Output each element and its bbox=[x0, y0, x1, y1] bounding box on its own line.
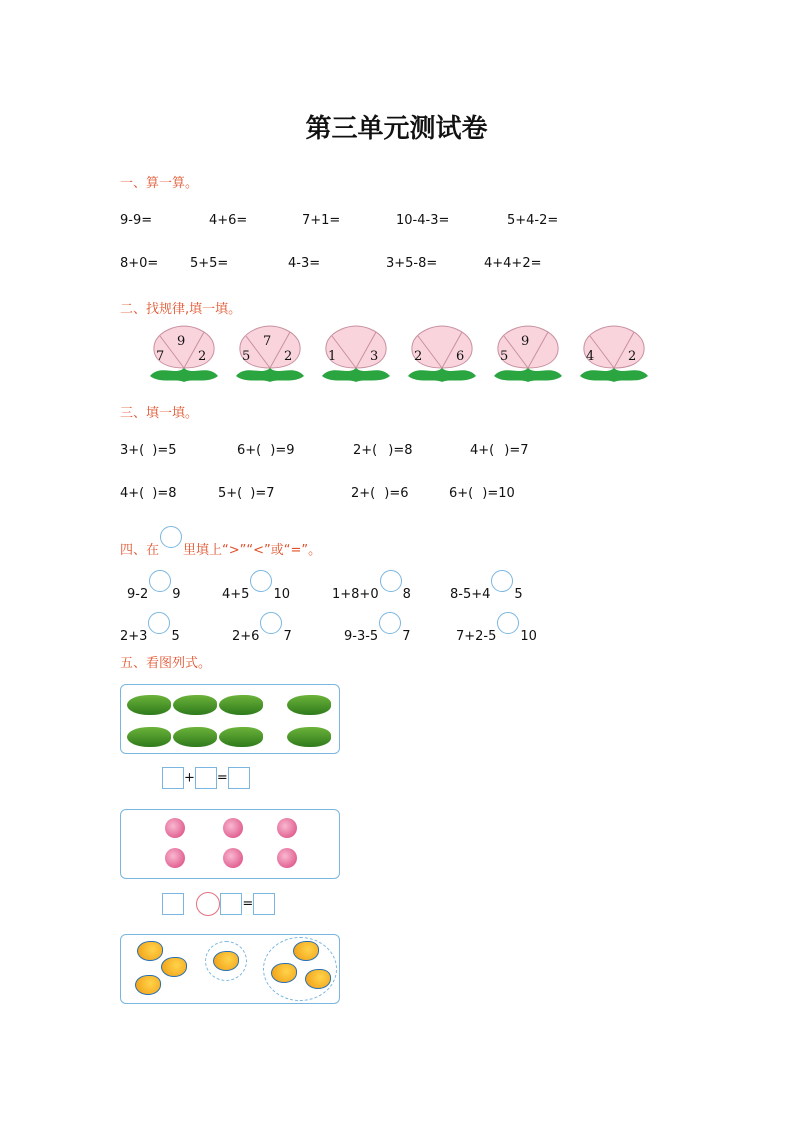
calc-problem: 7+1= bbox=[302, 213, 341, 228]
peach-number: 2 bbox=[414, 349, 423, 364]
peach-icon bbox=[223, 848, 243, 868]
peach-number: 6 bbox=[456, 349, 465, 364]
calc-problem: 10-4-3= bbox=[396, 213, 450, 228]
compare-circle[interactable] bbox=[149, 570, 171, 592]
compare-left: 1+8+0 bbox=[332, 587, 379, 602]
calc-problem: 5+5= bbox=[190, 256, 229, 271]
fill-blank-left: 6+( bbox=[237, 443, 262, 458]
peach-number: 4 bbox=[586, 349, 595, 364]
compare-circle[interactable] bbox=[148, 612, 170, 634]
fill-blank-left: 4+( bbox=[470, 443, 495, 458]
calc-problem: 3+5-8= bbox=[386, 256, 438, 271]
peach-number: 2 bbox=[284, 349, 293, 364]
equals-sign: = bbox=[216, 770, 228, 786]
fish-icon bbox=[137, 941, 163, 961]
equals-sign: = bbox=[242, 896, 254, 912]
peach-pattern bbox=[232, 324, 308, 384]
fill-blank-left: 2+( bbox=[353, 443, 378, 458]
peach-icon bbox=[223, 818, 243, 838]
compare-circle[interactable] bbox=[380, 570, 402, 592]
fill-blank-left: 3+( bbox=[120, 443, 145, 458]
compare-left: 8-5+4 bbox=[450, 587, 491, 602]
fish-icon bbox=[213, 951, 239, 971]
cucumber-icon bbox=[173, 695, 217, 715]
fish-icon bbox=[293, 941, 319, 961]
section-2-heading: 二、找规律,填一填。 bbox=[120, 302, 242, 317]
fish-icon bbox=[135, 975, 161, 995]
fill-blank-left: 4+( bbox=[120, 486, 145, 501]
calc-problem: 4+4+2= bbox=[484, 256, 542, 271]
compare-left: 2+6 bbox=[232, 629, 260, 644]
fill-blank-right: )=7 bbox=[496, 443, 529, 458]
peach-number: 9 bbox=[521, 334, 530, 349]
peach-number: 7 bbox=[263, 334, 272, 349]
fill-blank-right: )=6 bbox=[376, 486, 409, 501]
compare-right: 7 bbox=[283, 629, 292, 644]
peach-number: 7 bbox=[156, 349, 165, 364]
compare-circle[interactable] bbox=[497, 612, 519, 634]
cucumber-icon bbox=[127, 727, 171, 747]
compare-right: 9 bbox=[172, 587, 181, 602]
answer-box[interactable] bbox=[162, 893, 184, 915]
fish-icon bbox=[161, 957, 187, 977]
cucumber-icon bbox=[219, 727, 263, 747]
equation-2 bbox=[162, 892, 275, 916]
compare-right: 10 bbox=[273, 587, 290, 602]
section-3-heading: 三、填一填。 bbox=[120, 406, 199, 421]
answer-box[interactable] bbox=[253, 893, 275, 915]
compare-right: 7 bbox=[402, 629, 411, 644]
calc-problem: 5+4-2= bbox=[507, 213, 559, 228]
calc-problem: 8+0= bbox=[120, 256, 159, 271]
fill-blank-left: 5+( bbox=[218, 486, 243, 501]
page-title: 第三单元测试卷 bbox=[305, 114, 488, 144]
compare-problem bbox=[232, 612, 292, 644]
compare-right: 5 bbox=[514, 587, 523, 602]
peach-number: 9 bbox=[177, 334, 186, 349]
compare-circle[interactable] bbox=[491, 570, 513, 592]
calc-problem: 4-3= bbox=[288, 256, 321, 271]
compare-problem bbox=[450, 570, 523, 602]
answer-box[interactable] bbox=[195, 767, 217, 789]
compare-left: 2+3 bbox=[120, 629, 148, 644]
heading-part: 四、在 bbox=[120, 543, 160, 558]
cucumber-icon bbox=[287, 695, 331, 715]
plus-sign: + bbox=[184, 770, 195, 786]
compare-circle[interactable] bbox=[379, 612, 401, 634]
fish-icon bbox=[305, 969, 331, 989]
cucumber-icon bbox=[127, 695, 171, 715]
compare-right: 8 bbox=[402, 587, 411, 602]
fill-blank-right: )=9 bbox=[262, 443, 295, 458]
fill-blank-left: 6+( bbox=[449, 486, 474, 501]
circle-icon bbox=[160, 526, 182, 548]
compare-right: 10 bbox=[520, 629, 537, 644]
peach-number: 5 bbox=[500, 349, 509, 364]
compare-left: 9-3-5 bbox=[344, 629, 379, 644]
fill-blank-left: 2+( bbox=[351, 486, 376, 501]
compare-left: 7+2-5 bbox=[456, 629, 497, 644]
peach-number: 2 bbox=[628, 349, 637, 364]
peach-pattern bbox=[576, 324, 652, 384]
peach-icon bbox=[165, 848, 185, 868]
peach-number: 5 bbox=[242, 349, 251, 364]
operator-circle[interactable] bbox=[196, 892, 220, 916]
peach-picture bbox=[120, 809, 340, 879]
peach-icon bbox=[277, 848, 297, 868]
fill-blank-right: )=7 bbox=[242, 486, 275, 501]
calc-problem: 4+6= bbox=[209, 213, 248, 228]
compare-problem bbox=[332, 570, 411, 602]
peach-number: 1 bbox=[328, 349, 337, 364]
fill-blank-right: )=8 bbox=[380, 443, 413, 458]
section-1-heading: 一、算一算。 bbox=[120, 176, 199, 191]
compare-left: 4+5 bbox=[222, 587, 250, 602]
heading-part: 里填上“>”“<”或“=”。 bbox=[183, 543, 322, 558]
peach-pattern bbox=[146, 324, 222, 384]
peach-pattern bbox=[318, 324, 394, 384]
compare-problem bbox=[456, 612, 537, 644]
compare-circle[interactable] bbox=[260, 612, 282, 634]
compare-problem bbox=[222, 570, 290, 602]
section-4-heading bbox=[120, 526, 321, 558]
fill-blank-right: )=10 bbox=[474, 486, 515, 501]
cucumber-icon bbox=[173, 727, 217, 747]
compare-problem bbox=[120, 612, 180, 644]
cucumber-picture bbox=[120, 684, 340, 754]
fill-blank-right: )=5 bbox=[144, 443, 177, 458]
answer-box[interactable] bbox=[228, 767, 250, 789]
compare-left: 9-2 bbox=[127, 587, 149, 602]
fish-icon bbox=[271, 963, 297, 983]
peach-pattern bbox=[490, 324, 566, 384]
peach-icon bbox=[165, 818, 185, 838]
fill-blank-right: )=8 bbox=[144, 486, 177, 501]
calc-problem: 9-9= bbox=[120, 213, 153, 228]
peach-pattern bbox=[404, 324, 480, 384]
cucumber-icon bbox=[287, 727, 331, 747]
answer-box[interactable] bbox=[162, 767, 184, 789]
fish-picture bbox=[120, 934, 340, 1004]
section-5-heading: 五、看图列式。 bbox=[120, 656, 212, 671]
peach-number: 3 bbox=[370, 349, 379, 364]
cucumber-icon bbox=[219, 695, 263, 715]
answer-box[interactable] bbox=[220, 893, 242, 915]
compare-circle[interactable] bbox=[250, 570, 272, 592]
equation-1 bbox=[162, 767, 250, 789]
peach-icon bbox=[277, 818, 297, 838]
compare-problem bbox=[127, 570, 181, 602]
peach-number: 2 bbox=[198, 349, 207, 364]
compare-right: 5 bbox=[171, 629, 180, 644]
compare-problem bbox=[344, 612, 410, 644]
